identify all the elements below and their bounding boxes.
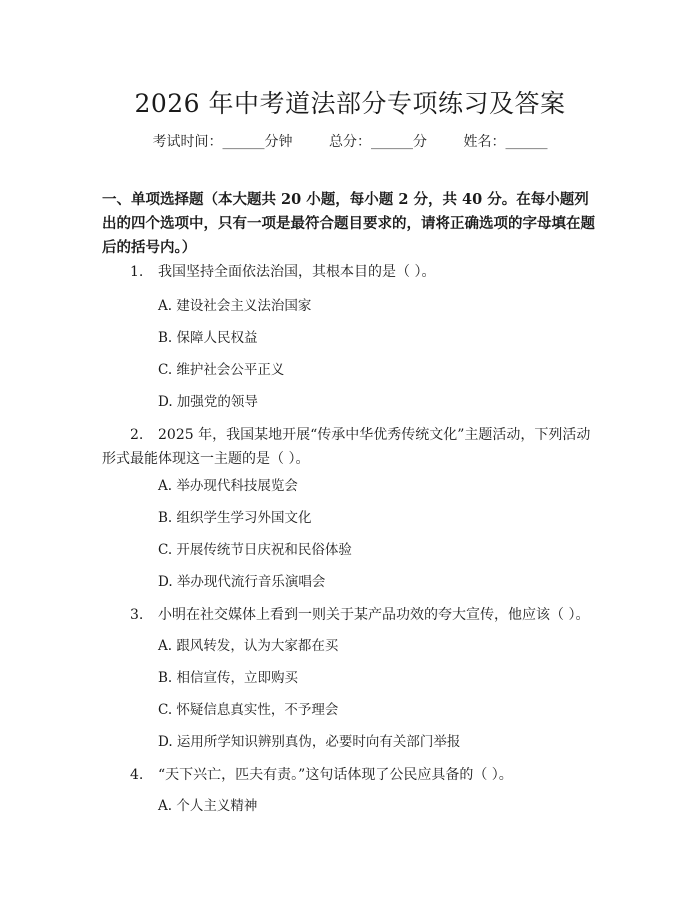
question-number: 2. [130,427,144,443]
option-2c: C. 开展传统节日庆祝和民俗体验 [158,542,352,558]
question-text: 小明在社交媒体上看到一则关于某产品功效的夸大宣传，他应该（ ）。 [158,607,590,623]
option-1b: B. 保障人民权益 [158,330,258,346]
exam-meta [0,131,700,151]
option-1a: A. 建设社会主义法治国家 [158,298,312,314]
question-4 [102,763,602,787]
question-number: 1. [130,264,144,280]
option-2b: B. 组织学生学习外国文化 [158,510,312,526]
option-3b: B. 相信宣传，立即购买 [158,670,299,686]
document-title: 2026 年中考道法部分专项练习及答案 [134,89,566,118]
option-1c: C. 维护社会公平正义 [158,362,285,378]
option-2a: A. 举办现代科技展览会 [158,478,298,494]
option-3a: A. 跟风转发，认为大家都在买 [158,638,339,654]
question-3 [102,603,602,627]
question-text: “天下兴亡，匹夫有责。”这句话体现了公民应具备的（ ）。 [158,767,513,783]
section-heading: 一、单项选择题（本大题共 20 小题，每小题 2 分，共 40 分。在每小题列出的四个选项中，只有一项是最符合题目要求的，请将正确选项的字母填在题后的括号内。） [102,191,595,256]
option-4a: A. 个人主义精神 [158,798,258,814]
option-1d: D. 加强党的领导 [158,394,258,410]
option-2d: D. 举办现代流行音乐演唱会 [158,574,326,590]
question-2 [102,423,602,471]
exam-time: 考试时间：______分钟 [152,134,293,150]
student-name: 姓名：______ [463,134,548,150]
option-3c: C. 怀疑信息真实性，不予理会 [158,702,339,718]
question-text: 我国坚持全面依法治国，其根本目的是（ ）。 [158,264,436,280]
question-1 [102,260,602,284]
question-number: 4. [130,767,144,783]
question-text: 2025 年，我国某地开展“传承中华优秀传统文化”主题活动，下列活动形式最能体现这一主题的是（ ）。 [102,427,591,467]
question-number: 3. [130,607,144,623]
option-3d: D. 运用所学知识辨别真伪，必要时向有关部门举报 [158,734,461,750]
exam-score: 总分：______分 [329,134,427,150]
